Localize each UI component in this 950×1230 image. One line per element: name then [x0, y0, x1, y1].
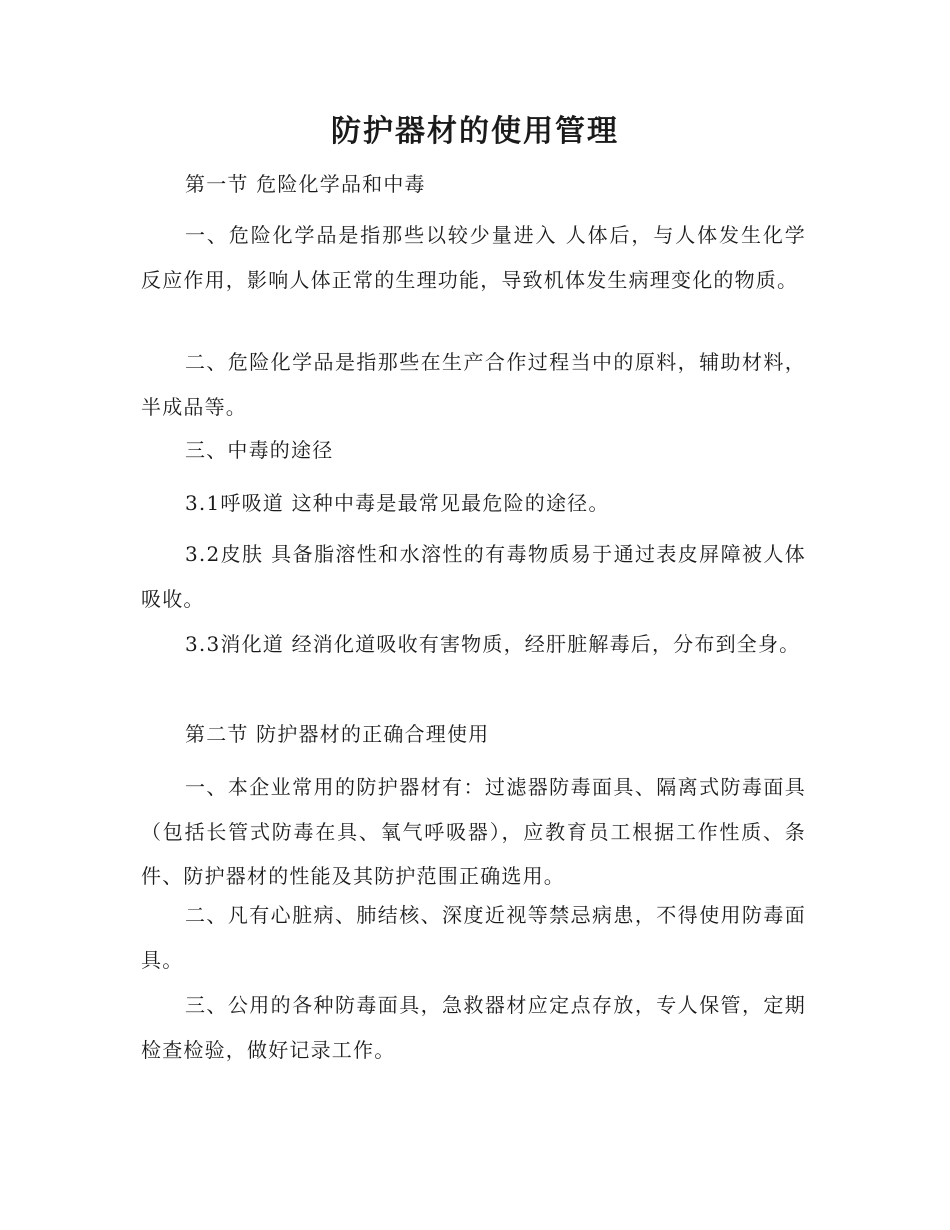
paragraph: 3.3消化道 经消化道吸收有害物质，经肝脏解毒后，分布到全身。 — [185, 632, 801, 656]
paragraph: 三、中毒的途径 — [185, 438, 334, 462]
paragraph: 二、危险化学品是指那些在生产合作过程当中的原料，辅助材料，半成品等。 — [141, 350, 806, 419]
paragraph: 一、本企业常用的防护器材有：过滤器防毒面具、隔离式防毒面具（包括长管式防毒在具、氧气呼吸器），应教育员工根据工作性质、条件、防护器材的性能及其防护范围正确选用。 — [141, 775, 806, 888]
page-title: 防护器材的使用管理 — [331, 114, 619, 149]
paragraph: 3.2皮肤 具备脂溶性和水溶性的有毒物质易于通过表皮屏障被人体吸收。 — [141, 542, 806, 611]
section-heading-1: 第一节 危险化学品和中毒 — [185, 172, 426, 196]
paragraph: 二、凡有心脏病、肺结核、深度近视等禁忌病患，不得使用防毒面具。 — [141, 903, 806, 972]
paragraph: 3.1呼吸道 这种中毒是最常见最危险的途径。 — [185, 491, 610, 515]
paragraph: 三、公用的各种防毒面具，急救器材应定点存放，专人保管，定期检查检验，做好记录工作。 — [141, 993, 806, 1062]
section-heading-2: 第二节 防护器材的正确合理使用 — [185, 722, 490, 746]
paragraph: 一、危险化学品是指那些以较少量进入 人体后，与人体发生化学反应作用，影响人体正常的生理功能，导致机体发生病理变化的物质。 — [141, 223, 806, 292]
